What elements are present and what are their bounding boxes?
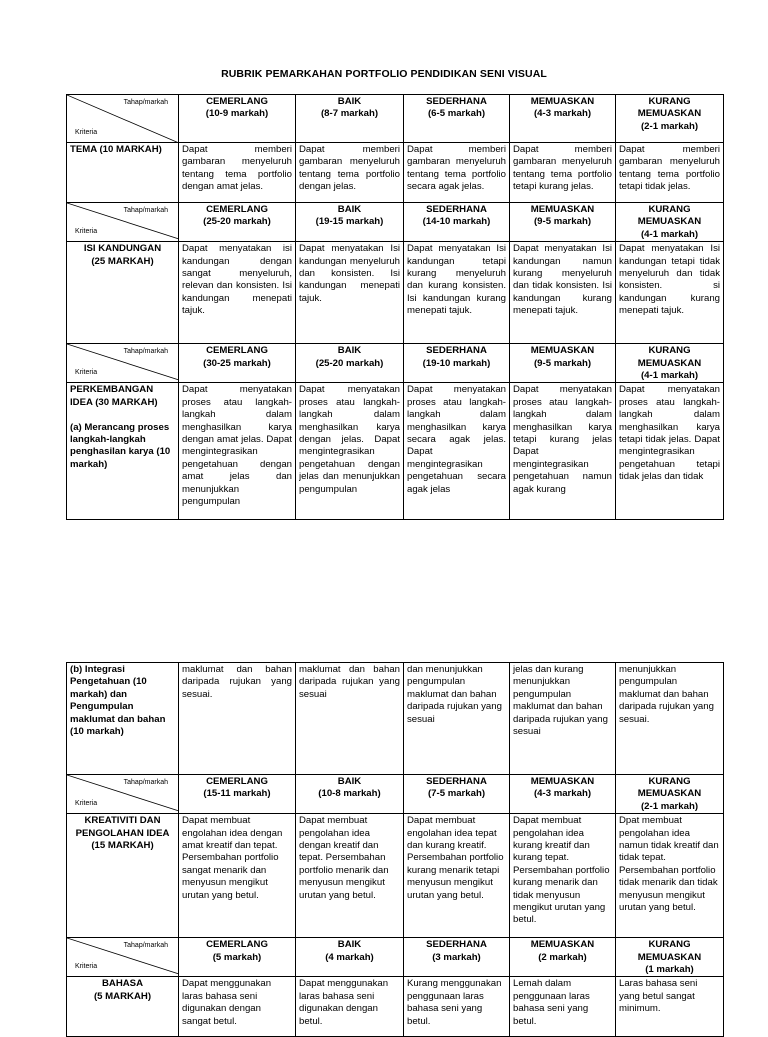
level-header: MEMUASKAN (2 markah) [510,938,616,977]
descriptor-cell: maklumat dan bahan daripada rujukan yang sesuai. [179,663,296,775]
descriptor-cell [616,383,724,520]
descriptor-cell [296,383,404,520]
descriptor-cell [179,383,296,520]
tahap-label: Tahap/markah [123,942,168,950]
level-header: BAIK (8-7 markah) [296,95,404,143]
descriptor-cell: Kurang menggunakan penggunaan laras bahasa seni yang betul. [404,977,510,1037]
descriptor-cell: Dapat memberi gambaran menyeluruh tentang tema portfolio tetapi kurang jelas. [510,143,616,203]
descriptor-cell: Dapat membuat pengolahan idea dengan kreatif dan tepat. Persembahan portfolio menarik dan menyusun mengikut urutan yang betul. [296,814,404,938]
level-header: CEMERLANG (30-25 markah) [179,344,296,383]
level-header: MEMUASKAN (9-5 markah) [510,203,616,242]
level-header: SEDERHANA (3 markah) [404,938,510,977]
level-header: BAIK (19-15 markah) [296,203,404,242]
descriptor-cell: Dapat menyatakan Isi kandungan tetapi kurang menyeluruh dan kurang konsisten. Isi kandungan kurang menepati tajuk. [404,242,510,344]
level-header: BAIK (10-8 markah) [296,775,404,814]
descriptor-text: Dapat menyatakan proses atau langkah-langkah dalam menghasilkan karya secara agak jelas. Dapat mengintegrasikan pengetahuan secara agak jelas [407,384,506,495]
descriptor-cell: Dapat memberi gambaran menyeluruh tentang tema portfolio secara agak jelas. [404,143,510,203]
level-header: SEDERHANA (6-5 markah) [404,95,510,143]
rubric-table-part-2 [66,662,724,1037]
descriptor-cell: maklumat dan bahan daripada rujukan yang sesuai [296,663,404,775]
kriteria-label: Kriteria [75,227,98,235]
level-header: KURANG MEMUASKAN (1 markah) [616,938,724,977]
level-header: CEMERLANG (5 markah) [179,938,296,977]
descriptor-cell: Dapat membuat engolahan idea tepat dan kurang kreatif. Persembahan portfolio kurang menarik tetapi menyusun mengikut urutan yang betul. [404,814,510,938]
criterion-label: (b) Integrasi Pengetahuan (10 markah) dan Pengumpulan maklumat dan bahan (10 markah) [67,663,179,775]
tahap-label: Tahap/markah [123,207,168,214]
level-header: CEMERLANG (10-9 markah) [179,95,296,143]
header-corner [67,938,179,977]
tahap-label: Tahap/markah [123,779,168,786]
criterion-row-tema [67,143,724,203]
header-corner [67,95,179,143]
descriptor-cell [404,383,510,520]
descriptor-cell: Dapat menggunakan laras bahasa seni digunakan dengan sangat betul. [179,977,296,1037]
header-row-tema [67,95,724,143]
descriptor-text: Dapat menyatakan proses atau langkah-langkah dalam menghasilkan karya tetapi tidak jelas. Dapat mengintegrasikan pengetahuan tetapi tidak jelas dan tidak [619,384,720,483]
descriptor-cell: jelas dan kurang menunjukkan pengumpulan maklumat dan bahan daripada rujukan yang sesuai [510,663,616,775]
descriptor-cell: Dapat menyatakan isi kandungan dengan sangat menyeluruh, relevan dan konsisten. Isi kandungan menepati tajuk. [179,242,296,344]
criterion-label: PERKEMBANGAN IDEA (30 MARKAH) (a) Merancang proses langkah-langkah penghasilan karya (10 markah) [67,383,179,520]
descriptor-text: Dapat menyatakan proses atau langkah-langkah dalam menghasilkan karya dengan amat jelas. Dapat mengintegrasikan pengetahuan dengan amat jelas dan menunjukkan pengumpulan [182,384,292,508]
descriptor-cell: Dapat menyatakan Isi kandungan tetapi tidak menyeluruh dan tidak konsisten. si kandungan kurang menepati tajuk. [616,242,724,344]
kriteria-label: Kriteria [75,963,98,971]
criterion-row-perkembangan [67,383,724,520]
level-header: MEMUASKAN (9-5 markah) [510,344,616,383]
header-corner [67,775,179,814]
header-row-bahasa [67,938,724,977]
criterion-label: BAHASA (5 MARKAH) [67,977,179,1037]
level-header: MEMUASKAN (4-3 markah) [510,95,616,143]
level-header: SEDERHANA (19-10 markah) [404,344,510,383]
level-header: KURANG MEMUASKAN (2-1 markah) [616,775,724,814]
criterion-label: TEMA (10 MARKAH) [67,143,179,203]
level-header: MEMUASKAN (4-3 markah) [510,775,616,814]
level-header: CEMERLANG (15-11 markah) [179,775,296,814]
level-header: BAIK (4 markah) [296,938,404,977]
criterion-label: ISI KANDUNGAN (25 MARKAH) [67,242,179,344]
descriptor-text: Dapat menyatakan proses atau langkah-langkah dalam menghasilkan karya dengan jelas. Dapat mengintegrasikan pengetahuan dengan jelas dan menunjukkan pengumpulan [299,384,400,495]
descriptor-cell: Laras bahasa seni yang betul sangat minimum. [616,977,724,1037]
descriptor-cell [510,383,616,520]
kriteria-label: Kriteria [75,369,98,377]
criterion-row-kreativiti [67,814,724,938]
level-header: SEDERHANA (14-10 markah) [404,203,510,242]
descriptor-text: Dapat menyatakan proses atau langkah-langkah dalam menghasilkan karya tetapi kurang jelas Dapat mengintegrasikan pengetahuan namun agak kurang [513,384,612,495]
descriptor-cell: dan menunjukkan pengumpulan maklumat dan bahan daripada rujukan yang sesuai [404,663,510,775]
descriptor-cell: Dapat menggunakan laras bahasa seni digunakan dengan betul. [296,977,404,1037]
descriptor-cell: Dapat membuat pengolahan idea kurang kreatif dan kurang tepat. Persembahan portfolio kurang menarik dan tidak menyusun mengikut urutan yang betul. [510,814,616,938]
level-header: KURANG MEMUASKAN (4-1 markah) [616,344,724,383]
level-header: BAIK (25-20 markah) [296,344,404,383]
header-row-isi [67,203,724,242]
descriptor-cell: Dapat menyatakan Isi kandungan menyeluruh dan konsisten. Isi kandungan menepati tajuk. [296,242,404,344]
descriptor-cell: Dapat memberi gambaran menyeluruh tentang tema portfolio dengan jelas. [296,143,404,203]
tahap-label: Tahap/markah [123,348,168,356]
kriteria-label: Kriteria [75,799,98,807]
criterion-label: KREATIVITI DAN PENGOLAHAN IDEA (15 MARKAH) [67,814,179,938]
page-title: RUBRIK PEMARKAHAN PORTFOLIO PENDIDIKAN SENI VISUAL [221,68,547,80]
descriptor-cell: Dapat membuat engolahan idea dengan amat kreatif dan tepat. Persembahan portfolio sangat menarik dan menyusun mengikut urutan yang betul. [179,814,296,938]
descriptor-cell: Dapat menyatakan Isi kandungan namun kurang menyeluruh dan tidak konsisten. Isi kandungan kurang menepati tajuk. [510,242,616,344]
descriptor-cell: menunjukkan pengumpulan maklumat dan bahan daripada rujukan yang sesuai. [616,663,724,775]
level-header: SEDERHANA (7-5 markah) [404,775,510,814]
header-row-perkembangan [67,344,724,383]
header-row-kreativiti [67,775,724,814]
descriptor-cell: Dpat membuat pengolahan idea namun tidak kreatif dan tidak tepat. Persembahan portfolio tidak menarik dan tidak menyusun mengikut urutan yang betul. [616,814,724,938]
tahap-label: Tahap/markah [123,99,168,106]
criterion-row-integrasi [67,663,724,775]
criterion-row-bahasa [67,977,724,1037]
criterion-row-isi [67,242,724,344]
level-header: CEMERLANG (25-20 markah) [179,203,296,242]
kriteria-label: Kriteria [75,128,98,136]
level-header: KURANG MEMUASKAN (2-1 markah) [616,95,724,143]
header-corner [67,203,179,242]
descriptor-cell: Dapat memberi gambaran menyeluruh tentang tema portfolio dengan amat jelas. [179,143,296,203]
descriptor-cell: Dapat memberi gambaran menyeluruh tentang tema portfolio tetapi tidak jelas. [616,143,724,203]
header-corner [67,344,179,383]
rubric-table-part-1 [66,94,724,520]
descriptor-cell: Lemah dalam penggunaan laras bahasa seni yang betul. [510,977,616,1037]
level-header: KURANG MEMUASKAN (4-1 markah) [616,203,724,242]
